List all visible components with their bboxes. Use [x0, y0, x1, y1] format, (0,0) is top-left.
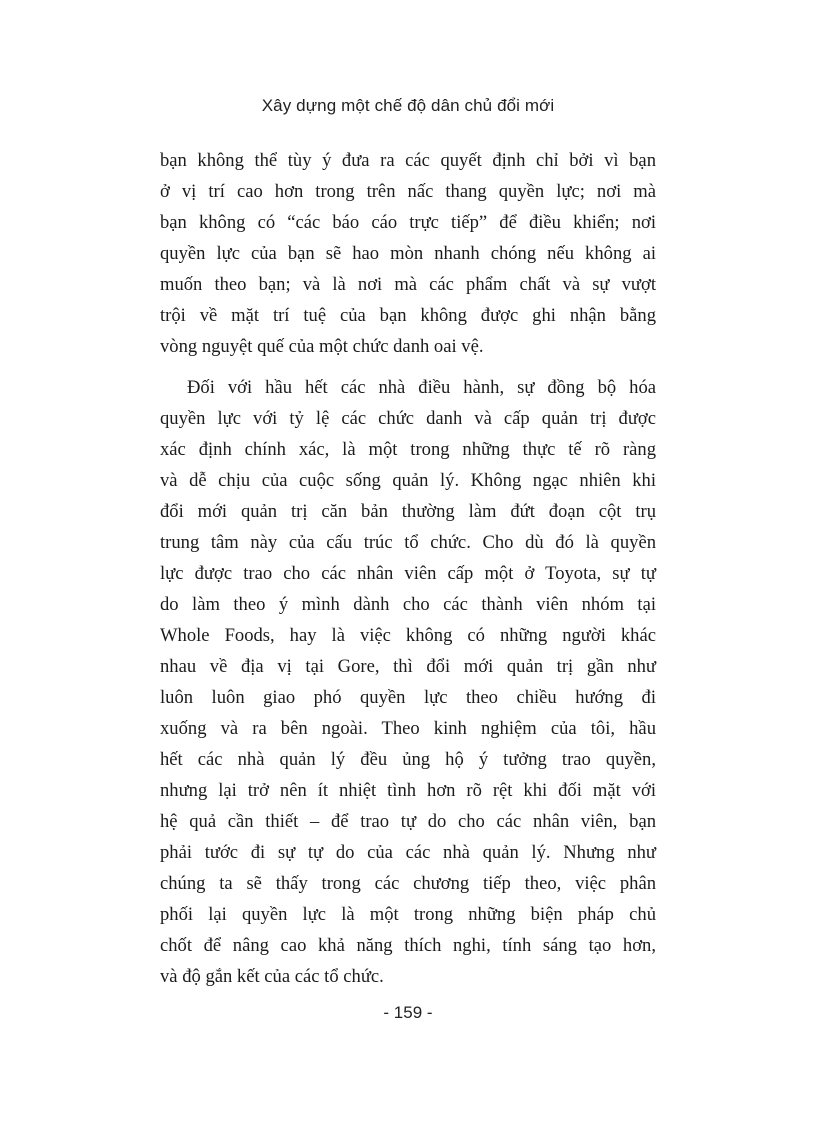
text-line: xuống và ra bên ngoài. Theo kinh nghiệm của tôi, hầu	[160, 718, 656, 739]
text-line: ở vị trí cao hơn trong trên nấc thang quyền lực; nơi mà	[160, 181, 656, 202]
paragraph-1	[160, 145, 656, 362]
running-header: Xây dựng một chế độ dân chủ đổi mới	[261, 96, 555, 115]
text-line: Whole Foods, hay là việc không có những người khác	[160, 625, 656, 646]
text-line: quyền lực với tỷ lệ các chức danh và cấp quản trị được	[160, 408, 656, 429]
text-line: đổi mới quản trị căn bản thường làm đứt đoạn cột trụ	[160, 501, 656, 522]
page-number: - 159 -	[383, 1003, 433, 1022]
text-line: hết các nhà quản lý đều ủng hộ ý tưởng trao quyền,	[160, 749, 656, 770]
text-line: muốn theo bạn; và là nơi mà các phẩm chất và sự vượt	[160, 274, 656, 295]
text-line: chốt để nâng cao khả năng thích nghi, tính sáng tạo hơn,	[160, 935, 656, 956]
text-line: Đối với hầu hết các nhà điều hành, sự đồng bộ hóa	[187, 377, 656, 398]
text-line: quyền lực của bạn sẽ hao mòn nhanh chóng nếu không ai	[160, 243, 656, 264]
paragraph-gap	[160, 362, 656, 372]
text-line: phối lại quyền lực là một trong những biện pháp chủ	[160, 904, 656, 925]
text-line: vòng nguyệt quế của một chức danh oai vệ.	[160, 336, 484, 357]
body-text	[160, 145, 656, 992]
text-line: phải tước đi sự tự do của các nhà quản lý. Nhưng như	[160, 842, 656, 863]
text-line: chúng ta sẽ thấy trong các chương tiếp theo, việc phân	[160, 873, 656, 894]
text-line: bạn không thể tùy ý đưa ra các quyết định chỉ bởi vì bạn	[160, 150, 656, 171]
paragraph-2	[160, 372, 656, 992]
text-line: trung tâm này của cấu trúc tổ chức. Cho dù đó là quyền	[160, 532, 656, 553]
text-line: trội về mặt trí tuệ của bạn không được ghi nhận bằng	[160, 305, 656, 326]
text-line: nhưng lại trở nên ít nhiệt tình hơn rõ rệt khi đối mặt với	[160, 780, 656, 801]
text-line: xác định chính xác, là một trong những thực tế rõ ràng	[160, 439, 656, 460]
text-line: nhau về địa vị tại Gore, thì đổi mới quản trị gần như	[160, 656, 656, 677]
text-line: luôn luôn giao phó quyền lực theo chiều hướng đi	[160, 687, 656, 708]
text-line: do làm theo ý mình dành cho các thành viên nhóm tại	[160, 594, 656, 615]
text-line: lực được trao cho các nhân viên cấp một ở Toyota, sự tự	[160, 563, 656, 584]
text-line: và độ gắn kết của các tổ chức.	[160, 966, 384, 987]
text-line: hệ quả cần thiết – để trao tự do cho các nhân viên, bạn	[160, 811, 656, 832]
text-line: bạn không có “các báo cáo trực tiếp” để điều khiển; nơi	[160, 212, 656, 233]
text-line: và dễ chịu của cuộc sống quản lý. Không ngạc nhiên khi	[160, 470, 656, 491]
